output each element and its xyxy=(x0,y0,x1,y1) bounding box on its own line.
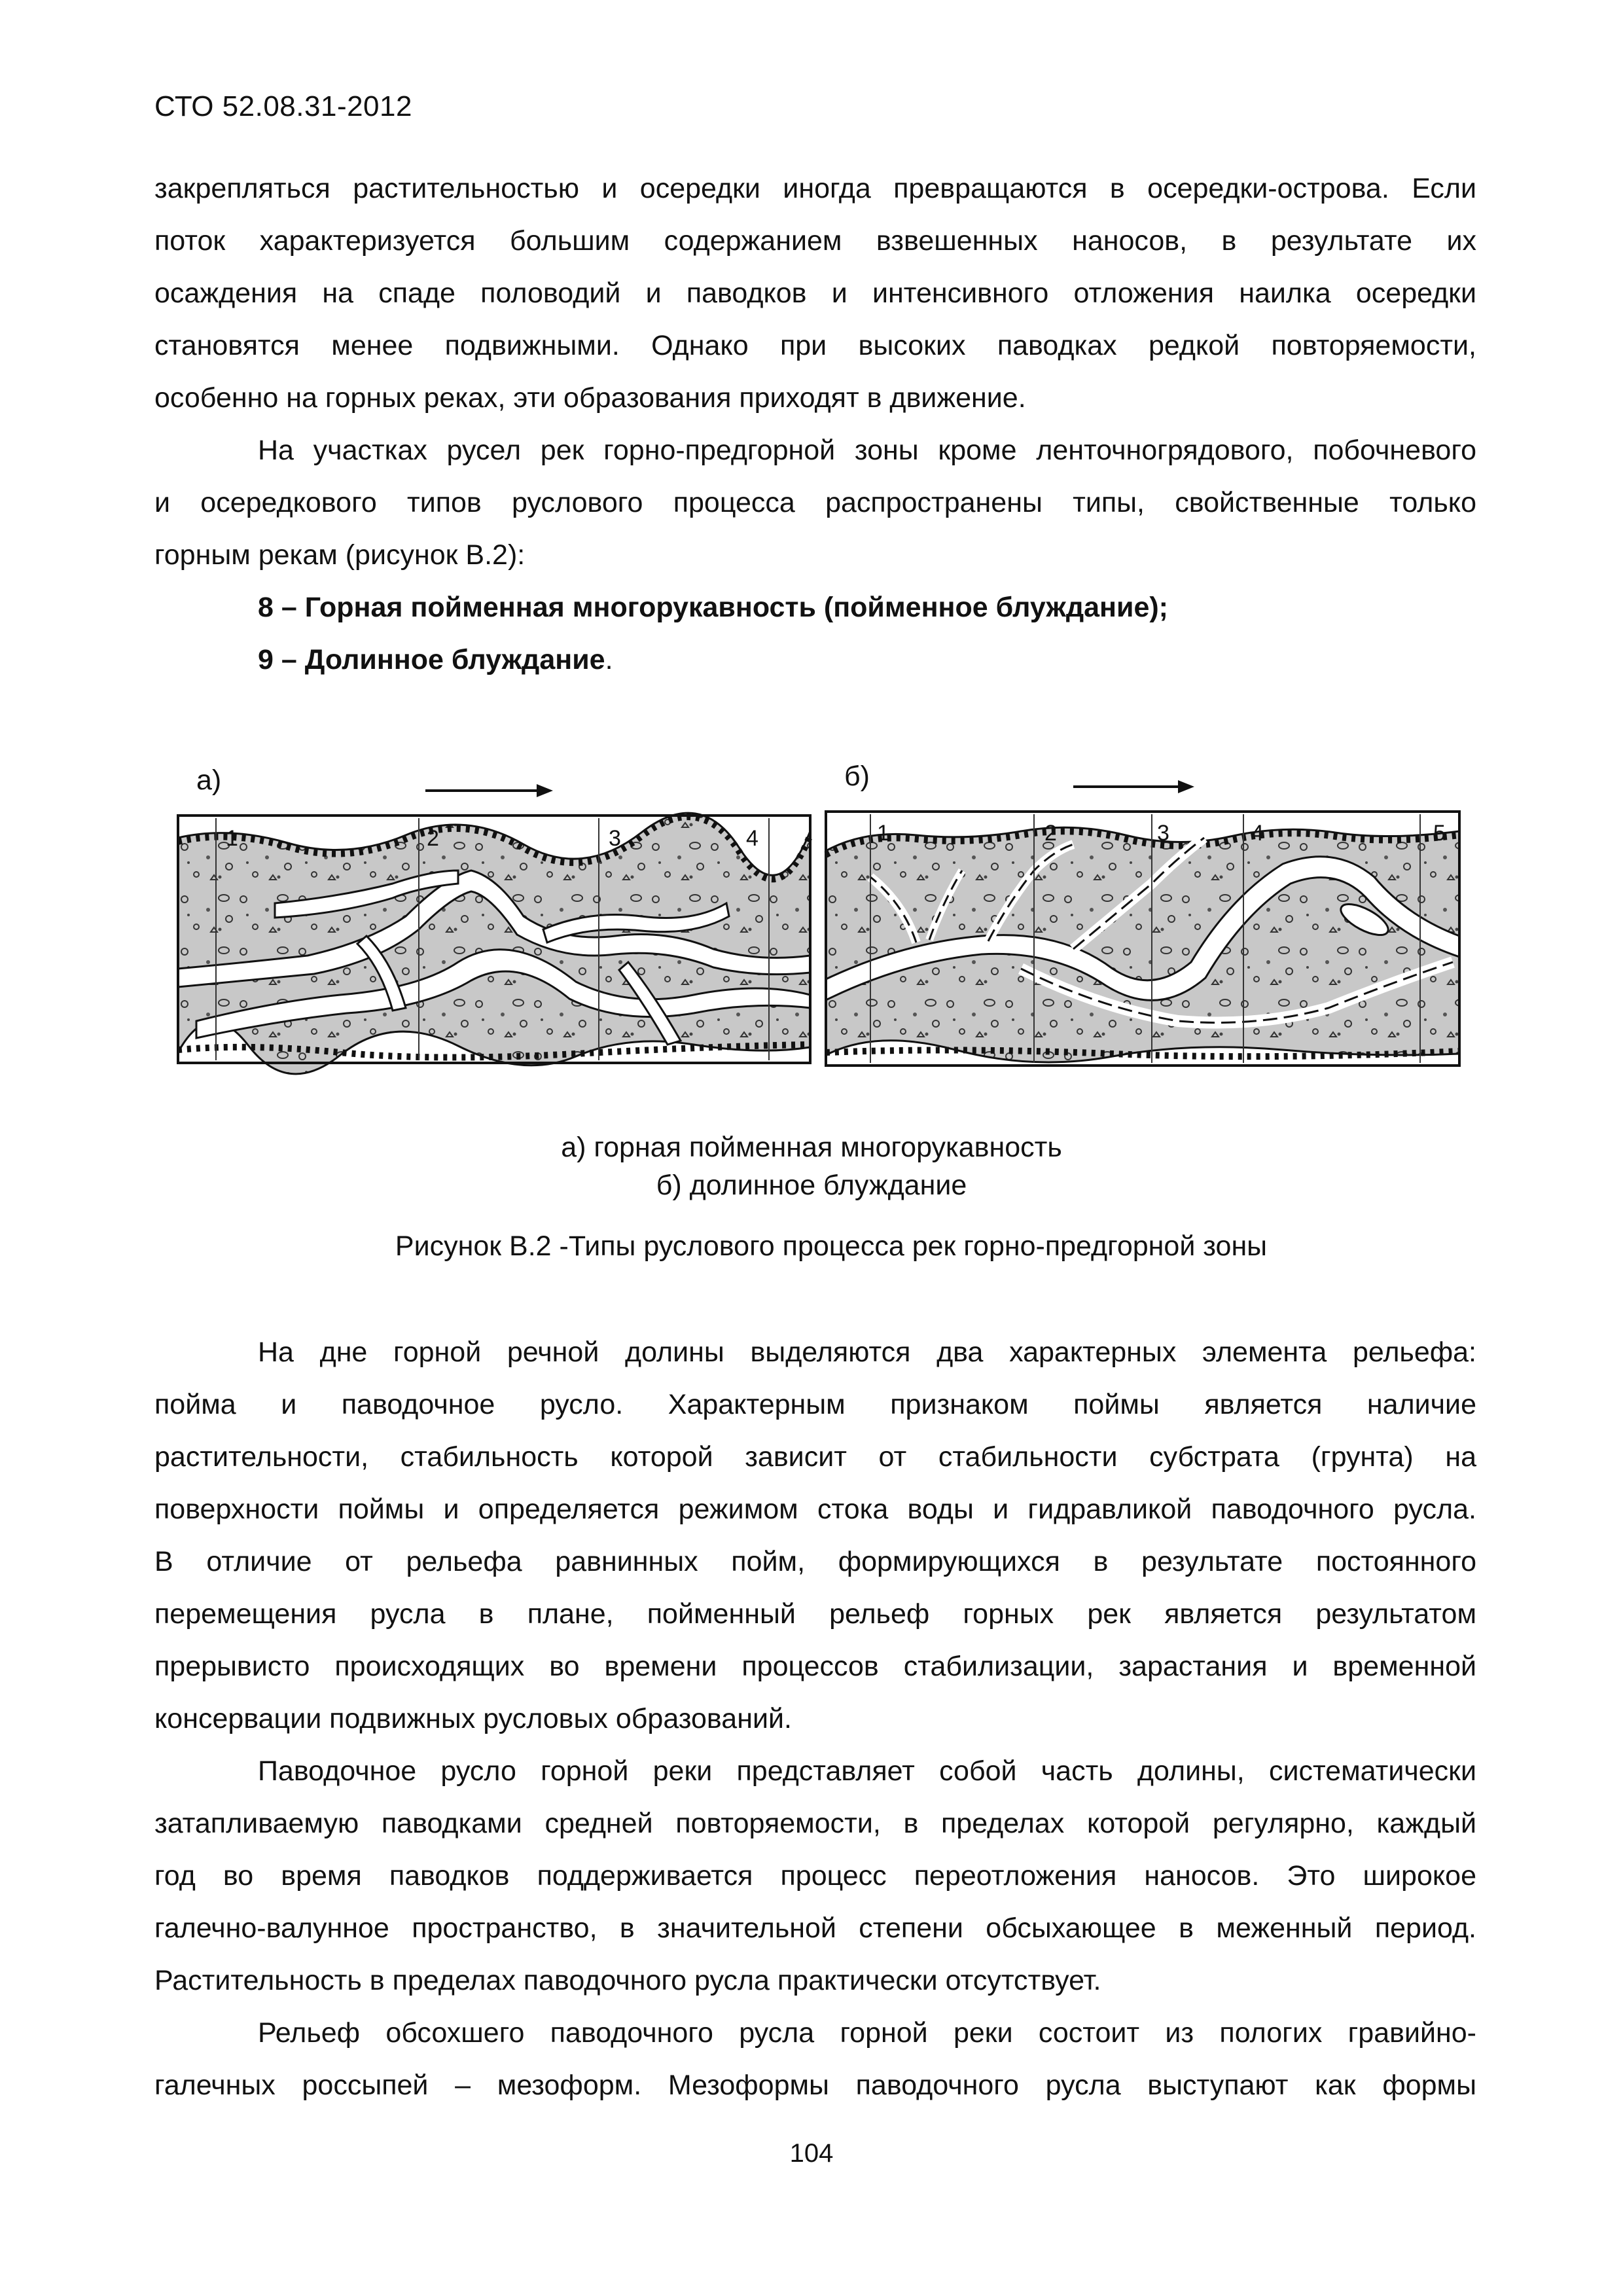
text-line: прерывисто происходящих во времени процессов стабилизации, зарастания и временной xyxy=(154,1651,1476,1682)
text-line: год во время паводков поддерживается процесс переотложения наносов. Это широкое xyxy=(154,1860,1476,1892)
text-line: поток характеризуется большим содержанием взвешенных наносов, в результате их xyxy=(154,225,1476,257)
panel-a-section-number: 2 xyxy=(427,826,439,851)
page-number: 104 xyxy=(789,2139,834,2168)
document-code: СТО 52.08.31-2012 xyxy=(154,90,412,122)
panel-a-label: а) xyxy=(196,764,222,796)
figure-caption: Рисунок В.2 -Типы руслового процесса рек горно-предгорной зоны xyxy=(395,1230,1268,1262)
text-line: галечно-валунное пространство, в значительной степени обсыхающее в меженный период. xyxy=(154,1912,1476,1944)
panel-b-diagram xyxy=(826,812,1459,1066)
river-process-figure xyxy=(0,0,1623,1113)
text-line: особенно на горных реках, эти образования приходят в движение. xyxy=(154,382,1026,414)
text-line: На участках русел рек горно-предгорной зоны кроме ленточногрядового, побочневого xyxy=(258,435,1476,466)
text-line: пойма и паводочное русло. Характерным признаком поймы является наличие xyxy=(154,1389,1476,1420)
list-item-9-title: 9 – Долинное блуждание xyxy=(258,644,605,675)
text-line: Растительность в пределах паводочного русла практически отсутствует. xyxy=(154,1965,1101,1996)
figure-subcaption-b: б) долинное блуждание xyxy=(656,1170,967,1201)
panel-a-section-number: 1 xyxy=(226,826,238,851)
text-line: закрепляться растительностью и осередки иногда превращаются в осередки-острова. Если xyxy=(154,173,1476,204)
text-line: поверхности поймы и определяется режимом стока воды и гидравликой паводочного русла. xyxy=(154,1494,1476,1525)
figure-subcaption-a: а) горная пойменная многорукавность xyxy=(561,1132,1062,1163)
panel-b-label: б) xyxy=(844,761,870,792)
text-line: Рельеф обсохшего паводочного русла горной реки состоит из пологих гравийно- xyxy=(258,2017,1476,2049)
text-line: На дне горной речной долины выделяются два характерных элемента рельефа: xyxy=(258,1336,1476,1368)
panel-a-section-number: 3 xyxy=(609,826,621,851)
text-line: осаждения на спаде половодий и паводков и интенсивного отложения наилка осередки xyxy=(154,278,1476,309)
panel-b-section-number: 2 xyxy=(1044,821,1057,846)
text-line: консервации подвижных русловых образований. xyxy=(154,1703,792,1734)
panel-b-section-number: 3 xyxy=(1157,821,1169,846)
panel-b-section-number: 5 xyxy=(1433,821,1446,846)
text-line: перемещения русла в плане, пойменный рельеф горных рек является результатом xyxy=(154,1598,1476,1630)
text-line: и осередкового типов руслового процесса распространены типы, свойственные только xyxy=(154,487,1476,518)
text-line: В отличие от рельефа равнинных пойм, формирующихся в результате постоянного xyxy=(154,1546,1476,1577)
text-line: затапливаемую паводками средней повторяемости, в пределах которой регулярно, каждый xyxy=(154,1808,1476,1839)
paragraph-5 xyxy=(154,2007,1476,2111)
text-line: горным рекам (рисунок В.2): xyxy=(154,539,526,571)
text-line: Паводочное русло горной реки представляет собой часть долины, систематически xyxy=(258,1755,1476,1787)
text-line: растительности, стабильность которой зависит от стабильности субстрата (грунта) на xyxy=(154,1441,1476,1473)
text-line: галечных россыпей – мезоформ. Мезоформы паводочного русла выступают как формы xyxy=(154,2070,1476,2101)
panel-a-section-number: 4 xyxy=(746,826,758,851)
list-item-9-tail: . xyxy=(605,644,613,675)
panel-a-diagram xyxy=(178,813,810,1074)
paragraph-3 xyxy=(154,1326,1476,1745)
paragraph-4 xyxy=(154,1745,1476,2007)
panel-b-section-number: 4 xyxy=(1251,821,1264,846)
flow-arrow-a xyxy=(425,784,553,797)
text-line: становятся менее подвижными. Однако при высоких паводках редкой повторяемости, xyxy=(154,330,1476,361)
flow-arrow-b xyxy=(1073,780,1194,793)
panel-b-section-number: 1 xyxy=(877,821,889,846)
list-item-8: 8 – Горная пойменная многорукавность (пойменное блуждание); xyxy=(258,592,1168,623)
